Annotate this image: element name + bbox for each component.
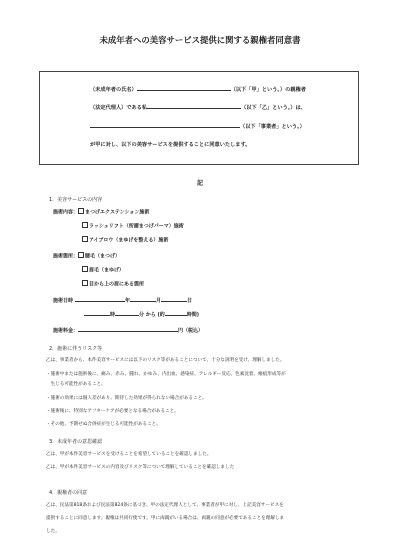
- content-row-3: アイブロウ（まゆげを整える）施術: [82, 236, 168, 244]
- section-4-heading: 4．親権者の同意: [49, 490, 88, 496]
- month-field[interactable]: [130, 296, 156, 302]
- section-3-line: 乙は、甲が本件美容サービスの内容及びリスク等について理解していることを確認しました: [46, 465, 235, 470]
- section-2-heading: 2．施術に伴うリスク等: [49, 346, 103, 352]
- section-4-line: 乙は、民法第818条および民法第824条に基づき、甲の法定代理人として、事業者が甲に対し、上記美容サービスを: [46, 503, 284, 508]
- box-line-1: （未成年者の氏名） （以下「甲」という。）の親権者: [90, 87, 306, 93]
- section-3-line: 乙は、甲が本件美容サービスを受けることを希望していることを確認しました。: [46, 452, 212, 457]
- checkbox[interactable]: [82, 266, 88, 272]
- content-row-1: 施術内容： まつげエクステンション施術: [53, 209, 150, 216]
- site-row-2: 眉毛（まゆげ）: [82, 266, 124, 274]
- day-field[interactable]: [161, 296, 187, 302]
- content-row-2: ラッシュリフト（所謂まつげパーマ）施術: [82, 222, 184, 230]
- minute-field[interactable]: [115, 310, 139, 316]
- box-line-2: （法定代理人）である私 （以下「乙」という。）は、: [90, 105, 306, 111]
- box-line-3: （以下「事業者」という。）: [90, 122, 305, 130]
- checkbox[interactable]: [78, 252, 84, 258]
- duration-field[interactable]: [165, 310, 187, 316]
- section-2-line: ・施術中または施術後に、痛み、赤み、腫れ、かゆみ、内出血、感染症、アレルギー反応、色素沈着、瘢痕形成等が: [46, 372, 286, 377]
- section-2-line: ・その他、予期せぬ合併症が生じる可能性があること。: [46, 422, 161, 427]
- checkbox[interactable]: [82, 236, 88, 242]
- fee-field[interactable]: [78, 326, 178, 332]
- section-2-line: ・施術の効果には個人差があり、期待した効果が得られない場合があること。: [46, 396, 207, 401]
- section-3-heading: 3．未成年者の意思確認: [49, 439, 103, 445]
- date-row: 施術日時 年 月 日: [53, 298, 193, 304]
- minor-name-field[interactable]: [137, 85, 231, 91]
- document-title: 未成年者への美容サービス提供に関する親権者同意書: [99, 35, 301, 45]
- section-1-heading: 1．美容サービスの内容: [49, 197, 103, 203]
- year-field[interactable]: [75, 296, 125, 302]
- hour-field[interactable]: [84, 310, 110, 316]
- business-name-field[interactable]: [90, 122, 240, 128]
- fee-row: 施術料金： 円（税込）: [53, 328, 204, 334]
- checkbox[interactable]: [82, 280, 88, 286]
- section-4-line: 提供することに同意します。親権は共同行使です。甲に両親がいる場合は、両親の同意が必要であることを理解しま: [46, 516, 285, 521]
- time-row: 時 分 から (約 時間): [84, 310, 199, 318]
- consent-statement-box: [39, 71, 359, 165]
- box-line-4: が甲に対し、以下の美容サービスを提供することに同意いたします。: [90, 142, 251, 148]
- checkbox[interactable]: [78, 208, 84, 214]
- guardian-name-field[interactable]: [147, 103, 241, 109]
- section-2-line: 乙は、事業者から、本件美容サービスには以下のリスク等があることについて、十分な説明を受け、理解しました。: [46, 358, 285, 363]
- section-2-line: ・施術後に、特別なアフターケアが必要となる場合があること。: [46, 409, 179, 414]
- section-4-line: した。: [46, 529, 60, 534]
- ki-heading: 記: [196, 180, 203, 187]
- checkbox[interactable]: [82, 222, 88, 228]
- site-row-1: 施術箇所： 睫毛（まつげ）: [53, 253, 121, 260]
- site-row-3: 目から上の眉にある箇所: [82, 280, 144, 288]
- section-2-line: 生じる可能性があること。: [46, 382, 106, 387]
